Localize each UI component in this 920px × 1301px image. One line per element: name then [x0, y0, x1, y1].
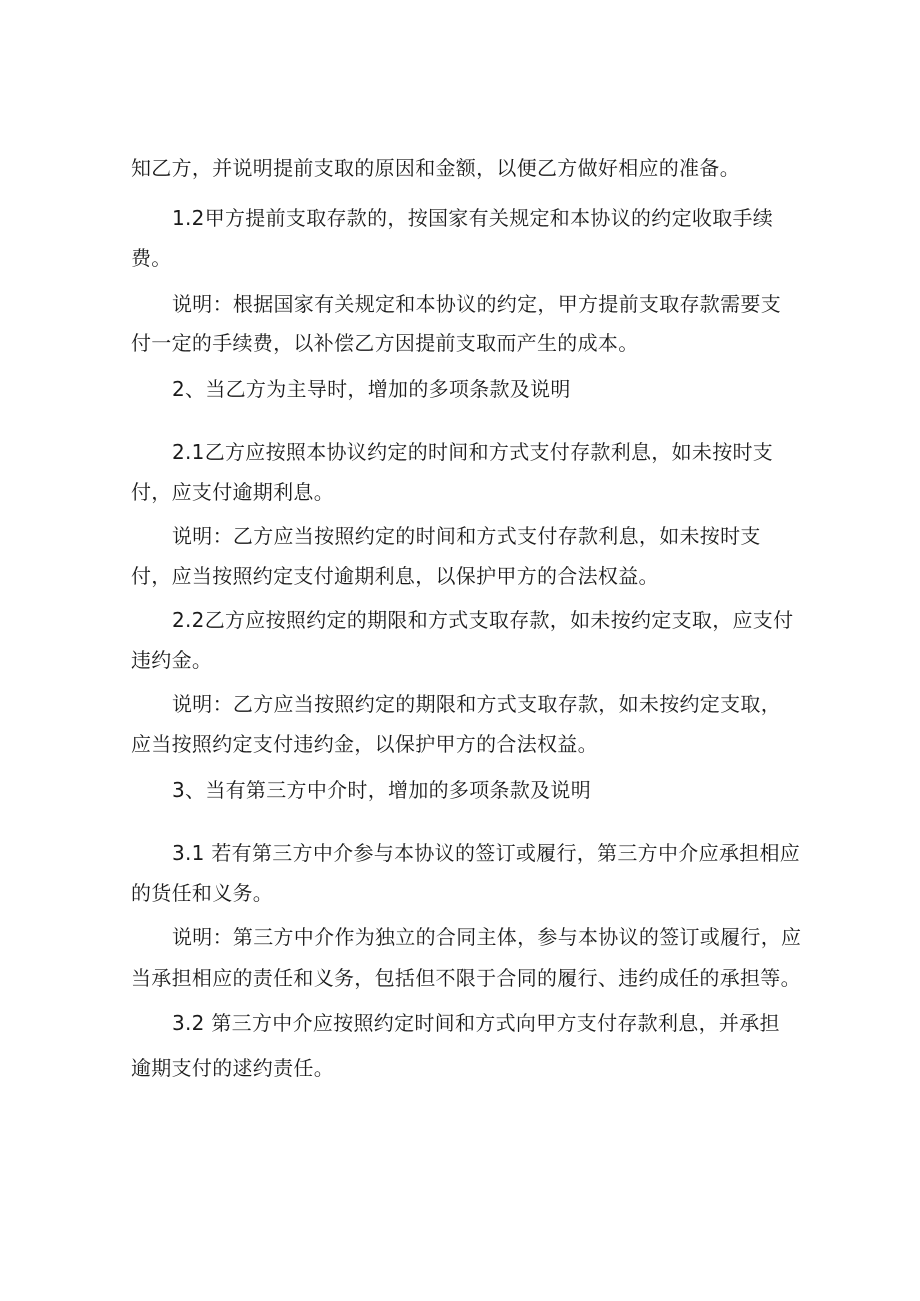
text-line: 的货任和义务。	[131, 881, 274, 905]
section-3-heading: 3、当有第三方中介时，增加的多项条款及说明	[172, 778, 592, 802]
note-2-1: 说明：乙方应当按照约定的时间和方式支付存款利息，如未按时支	[172, 524, 761, 548]
text-line: 付，应当按照约定支付逾期利息，以保护甲方的合法权益。	[131, 564, 659, 588]
note-3-1: 说明：第三方中介作为独立的合同主体，参与本协议的签订或履行，应	[172, 925, 802, 949]
note-1-2: 说明：根据国家有关规定和本协议的约定，甲方提前支取存款需要支	[172, 292, 781, 316]
clause-1-2: 1.2甲方提前支取存款的，按国家有关规定和本协议的约定收取手续	[172, 206, 774, 230]
section-2-heading: 2、当乙方为主导时，增加的多项条款及说明	[172, 377, 571, 401]
clause-3-2: 3.2 第三方中介应按照约定时间和方式向甲方支付存款利息，并承担	[172, 1011, 780, 1035]
text-line: 当承担相应的责任和义务，包括但不限于合同的履行、违约成任的承担等。	[131, 966, 801, 990]
text-line: 违约金。	[131, 648, 213, 672]
text-line: 应当按照约定支付违约金，以保护甲方的合法权益。	[131, 732, 598, 756]
note-2-2: 说明：乙方应当按照约定的期限和方式支取存款，如未按约定支取，	[172, 692, 781, 716]
clause-2-2: 2.2乙方应按照约定的期限和方式支取存款，如未按约定支取，应支付	[172, 608, 794, 632]
clause-2-1: 2.1乙方应按照本协议约定的时间和方式支付存款利息，如未按时支	[172, 440, 774, 464]
text-line: 付一定的手续费，以补偿乙方因提前支取而产生的成本。	[131, 331, 639, 355]
clause-3-1: 3.1 若有第三方中介参与本协议的签订或履行，第三方中介应承担相应	[172, 841, 801, 865]
text-line: 知乙方，并说明提前支取的原因和金额，以便乙方做好相应的准备。	[131, 156, 740, 180]
text-line: 费。	[131, 246, 172, 270]
text-line: 付，应支付逾期利息。	[131, 480, 334, 504]
text-line: 逾期支付的逑约责任。	[131, 1056, 334, 1080]
